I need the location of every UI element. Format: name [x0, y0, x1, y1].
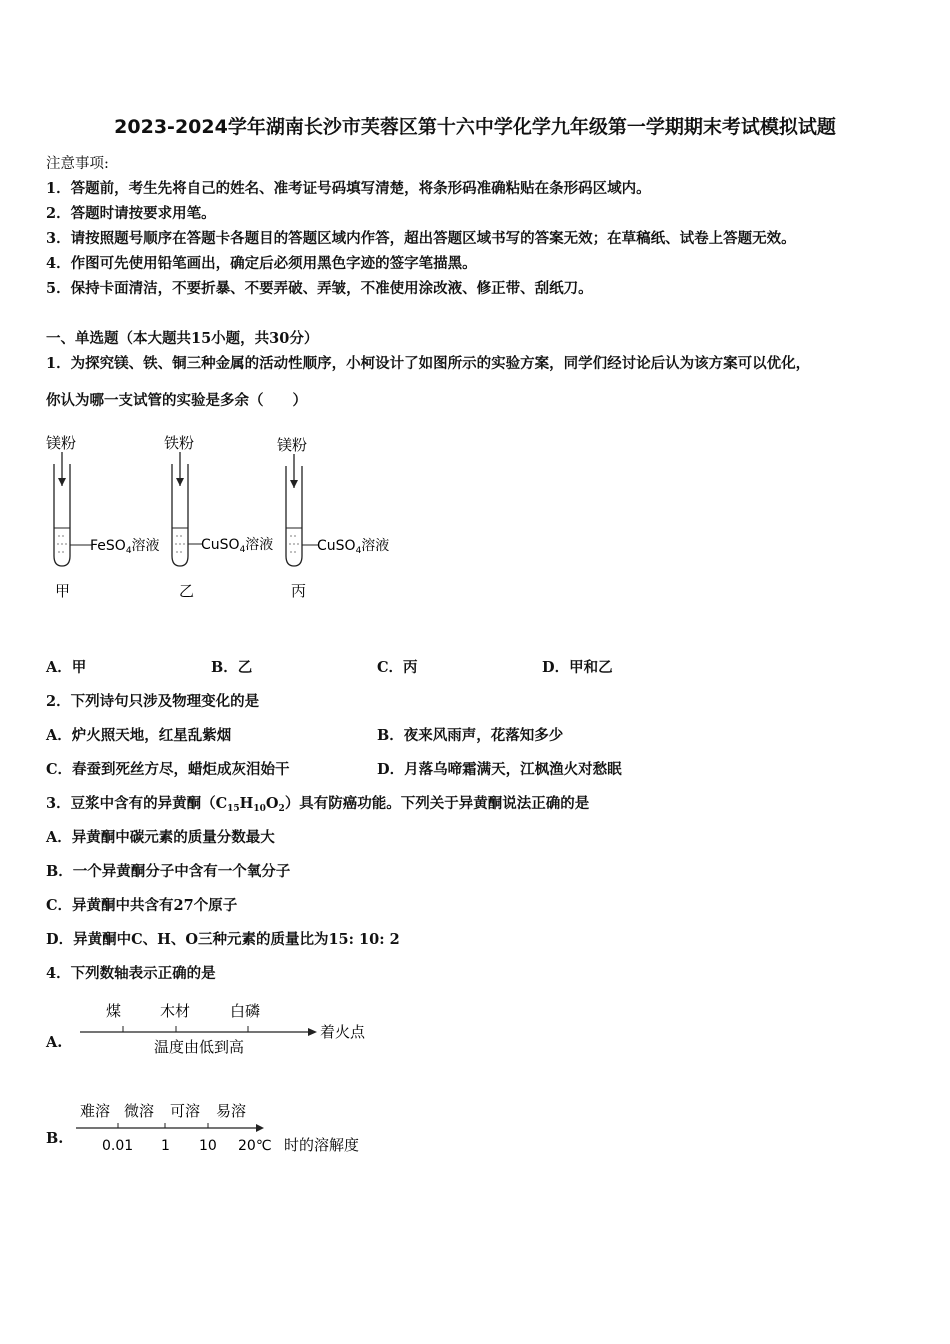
q1-option-a: A．甲 [46, 659, 87, 676]
q3-option-c: C．异黄酮中共含有27个原子 [46, 897, 238, 914]
test-tube-figure [40, 428, 420, 603]
page-title: 2023-2024学年湖南长沙市芙蓉区第十六中学化学九年级第一学期期末考试模拟试题 [114, 116, 836, 138]
q2-stem: 2．下列诗句只涉及物理变化的是 [46, 693, 260, 710]
q4-number-line-a [76, 996, 386, 1058]
notice-item-2: 2．答题时请按要求用笔。 [46, 205, 216, 222]
axis-label-insoluble: 难溶 [80, 1102, 111, 1120]
notice-item-5: 5．保持卡面清洁，不要折暴、不要弄破、弄皱，不准使用涂改液、修正带、刮纸刀。 [46, 280, 593, 297]
tube-bottom-label: 乙 [179, 582, 195, 600]
q1-option-d: D．甲和乙 [542, 659, 613, 676]
solution-label-yi: CuSO$_4$溶液 [201, 537, 274, 555]
q4-number-line-b [74, 1096, 384, 1160]
q3-option-d: D．异黄酮中C、H、O三种元素的质量比为15: 10: 2 [46, 931, 400, 948]
tick-label-1: 1 [161, 1138, 170, 1154]
notice-item-4: 4．作图可先使用铅笔画出，确定后必须用黑色字迹的签字笔描黑。 [46, 255, 477, 272]
q2-option-d: D．月落乌啼霜满天，江枫渔火对愁眠 [377, 761, 622, 778]
q3-option-b: B．一个异黄酮分子中含有一个氧分子 [46, 863, 291, 880]
axis-label-phosphorus: 白磷 [230, 1002, 261, 1020]
tube-bottom-label: 丙 [291, 582, 307, 600]
q3-stem-post: ）具有防癌功能。下列关于异黄酮说法正确的是 [284, 795, 590, 812]
notice-item-1: 1．答题前，考生先将自己的姓名、准考证号码填写清楚，将条形码准确粘贴在条形码区域内。 [46, 180, 651, 197]
axis-caption: 温度由低到高 [154, 1038, 245, 1056]
q4-option-b-label: B. [46, 1130, 64, 1147]
q2-option-a: A．炉火照天地，红星乱紫烟 [46, 727, 232, 744]
tube-top-label: 镁粉 [46, 434, 77, 452]
q2-option-b: B．夜来风雨声，花落知多少 [377, 727, 564, 744]
tube-jia [46, 434, 160, 600]
q1-stem-line2: 你认为哪一支试管的实验是多余（ ） [46, 392, 307, 409]
tube-top-label: 铁粉 [164, 434, 195, 452]
tube-bing [277, 436, 389, 600]
q2-option-c: C．春蚕到死丝方尽，蜡炬成灰泪始干 [46, 761, 290, 778]
axis-end-label: 时的溶解度 [284, 1136, 360, 1154]
section-heading: 一、单选题（本大题共15小题，共30分） [46, 330, 319, 347]
tick-label-0-01: 0.01 [102, 1138, 134, 1154]
axis-label-coal: 煤 [106, 1002, 122, 1020]
tick-label-20c: 20℃ [238, 1138, 272, 1154]
axis-label-very-soluble: 易溶 [216, 1102, 247, 1120]
tube-yi [164, 434, 273, 600]
q1-option-b: B．乙 [211, 659, 253, 676]
axis-label-wood: 木材 [160, 1002, 191, 1020]
q1-option-c: C．丙 [377, 659, 418, 676]
axis-label-slightly-soluble: 微溶 [124, 1102, 155, 1120]
q3-stem-pre: 3．豆浆中含有的异黄酮（ [46, 795, 216, 812]
notice-heading: 注意事项: [46, 156, 109, 172]
q3-stem [46, 792, 589, 814]
solution-label-bing: CuSO$_4$溶液 [317, 538, 390, 556]
solution-label-jia: FeSO$_4$溶液 [90, 538, 160, 556]
axis-end-label: 着火点 [320, 1023, 366, 1041]
tick-label-10: 10 [199, 1138, 217, 1154]
notice-item-3: 3．请按照题号顺序在答题卡各题目的答题区域内作答，超出答题区域书写的答案无效；在草稿纸、试卷上答题无效。 [46, 230, 796, 247]
q3-formula: $C_{15}H_{10}O_2$ [215, 795, 285, 814]
q1-stem-line1: 1．为探究镁、铁、铜三种金属的活动性顺序，小柯设计了如图所示的实验方案，同学们经讨论后认为该方案可以优化， [46, 355, 811, 372]
axis-label-soluble: 可溶 [170, 1102, 201, 1120]
q4-option-a-label: A. [46, 1034, 63, 1051]
tube-bottom-label: 甲 [55, 582, 71, 600]
q3-option-a: A．异黄酮中碳元素的质量分数最大 [46, 829, 275, 846]
q4-stem: 4．下列数轴表示正确的是 [46, 965, 216, 982]
tube-top-label: 镁粉 [277, 436, 308, 454]
